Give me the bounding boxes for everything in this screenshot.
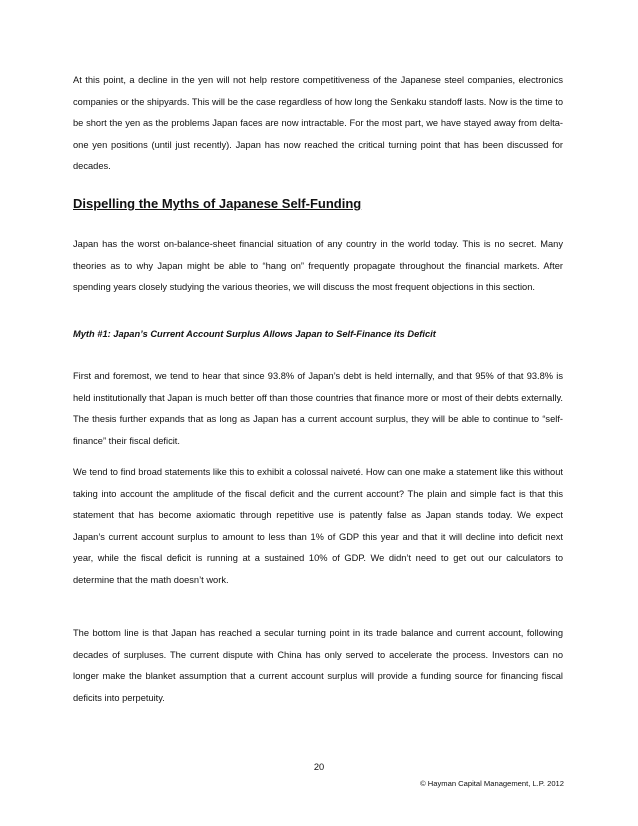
myth-heading: Myth #1: Japan’s Current Account Surplus Allows Japan to Self-Finance its Deficit — [73, 329, 436, 339]
page-number: 20 — [313, 762, 325, 772]
paragraph-bottom-line: The bottom line is that Japan has reached a secular turning point in its trade balance and current account, following decades of surpluses. The current dispute with China has only served to accelerate the process. Investors can no longer make the blanket assumption that a current account surplus will provide a funding source for financing fiscal deficits into perpetuity. — [73, 628, 563, 703]
copyright-notice: © Hayman Capital Management, L.P. 2012 — [420, 779, 564, 788]
paragraph-balance-sheet: Japan has the worst on-balance-sheet financial situation of any country in the world today. This is no secret. Many theories as to why Japan might be able to “hang on” frequently propagate throughout the financial markets. After spending years closely studying the various theories, we will discuss the most frequent objections in this section. — [73, 239, 563, 292]
section-heading: Dispelling the Myths of Japanese Self-Funding — [73, 196, 362, 211]
paragraph-colossal-naivete: We tend to find broad statements like this to exhibit a colossal naiveté. How can one make a statement like this without taking into account the amplitude of the fiscal deficit and the current account? The plain and simple fact is that this statement that has become axiomatic through repetitive use is patently false as Japan stands today. We expect Japan’s current account surplus to amount to less than 1% of GDP this year and that it will decline into deficit next year, while the fiscal deficit is running at a sustained 10% of GDP. We didn’t need to get out our calculators to determine that the math doesn’t work. — [73, 467, 563, 585]
paragraph-yen-decline: At this point, a decline in the yen will not help restore competitiveness of the Japanese steel companies, electronics companies or the shipyards. This will be the case regardless of how long the Senkaku standoff lasts. Now is the time to be short the yen as the problems Japan faces are now intractable. For the most part, we have stayed away from delta-one yen positions (until just recently). Japan has now reached the critical turning point that has been discussed for decades. — [73, 75, 563, 171]
paragraph-debt-held-internally: First and foremost, we tend to hear that since 93.8% of Japan’s debt is held internally, and that 95% of that 93.8% is held institutionally that Japan is much better off than those countries that finance more or most of their debts externally. The thesis further expands that as long as Japan has a current account surplus, they will be able to continue to “self-finance” their fiscal deficit. — [73, 371, 563, 446]
